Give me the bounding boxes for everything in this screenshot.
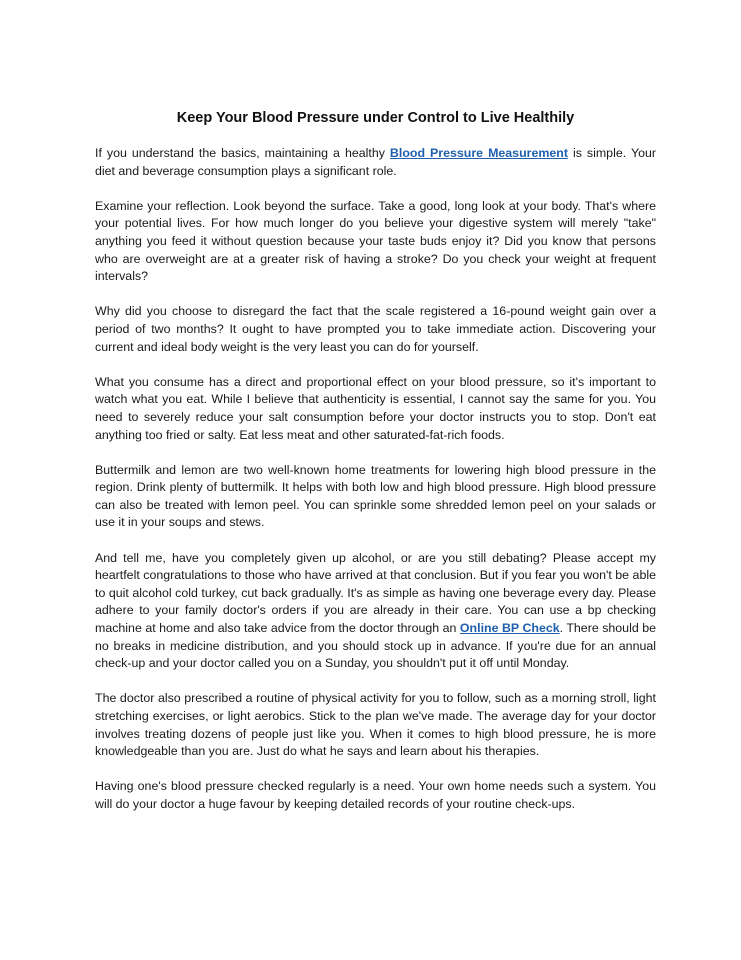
paragraph-intro <box>95 145 656 180</box>
paragraph-regular-checks: Having one's blood pressure checked regularly is a need. Your own home needs such a system. You will do your doctor a huge favour by keeping detailed records of your routine check-ups. <box>95 779 656 811</box>
paragraph-intro-text-before: If you understand the basics, maintaining a healthy <box>95 146 390 160</box>
paragraph-home-remedies: Buttermilk and lemon are two well-known home treatments for lowering high blood pressure in the region. Drink plenty of buttermilk. It helps with both low and high blood pressure. High blood pressure can also be treated with lemon peel. You can sprinkle some shredded lemon peel on your salads or use it in your soups and stews. <box>95 462 656 530</box>
paragraph-alcohol <box>95 550 656 673</box>
blood-pressure-measurement-link[interactable]: Blood Pressure Measurement <box>389 146 568 160</box>
paragraph-diet: What you consume has a direct and proportional effect on your blood pressure, so it's important to watch what you eat. While I believe that authenticity is essential, I cannot say the same for you. You need to severely reduce your salt consumption before your doctor instructs you to stop. Don't eat anything too fried or salty. Eat less meat and other saturated-fat-rich foods. <box>95 374 656 442</box>
paragraph-alcohol-text-after: . There should be no breaks in medicine distribution, and you should stock up in advance. If you're due for an annual check-up and your doctor called you on a Sunday, you shouldn't put it off until Monday. <box>95 621 656 671</box>
page-title: Keep Your Blood Pressure under Control to Live Healthily <box>176 110 575 126</box>
paragraph-physical-activity: The doctor also prescribed a routine of physical activity for you to follow, such as a morning stroll, light stretching exercises, or light aerobics. Stick to the plan we've made. The average day for your doctor involves treating dozens of people just like you. When it comes to high blood pressure, he is more knowledgeable than you are. Just do what he says and learn about his therapies. <box>95 691 656 759</box>
paragraph-reflection: Examine your reflection. Look beyond the surface. Take a good, long look at your body. That's where your potential lives. For how much longer do you believe your digestive system will merely "take" anything you feed it without question because your taste buds enjoy it? Did you know that persons who are overweight are at a greater risk of having a stroke? Do you check your weight at frequent intervals? <box>95 198 656 284</box>
article-body <box>95 145 656 831</box>
paragraph-weight-gain: Why did you choose to disregard the fact that the scale registered a 16-pound weight gain over a period of two months? It ought to have prompted you to take immediate action. Discovering your current and ideal body weight is the very least you can do for yourself. <box>95 304 656 354</box>
paragraph-alcohol-text-before: And tell me, have you completely given up alcohol, or are you still debating? Please accept my heartfelt congratulations to those who have arrived at that conclusion. But if you fear you won't be able to quit alcohol cold turkey, cut back gradually. It's as simple as having one beverage every day. Please adhere to your family doctor's orders if you are already in their care. You can use a bp checking machine at home and also take advice from the doctor through an <box>95 550 656 636</box>
paragraph-intro-text-after: is simple. Your diet and beverage consumption plays a significant role. <box>95 146 656 178</box>
online-bp-check-link[interactable]: Online BP Check <box>459 621 560 636</box>
